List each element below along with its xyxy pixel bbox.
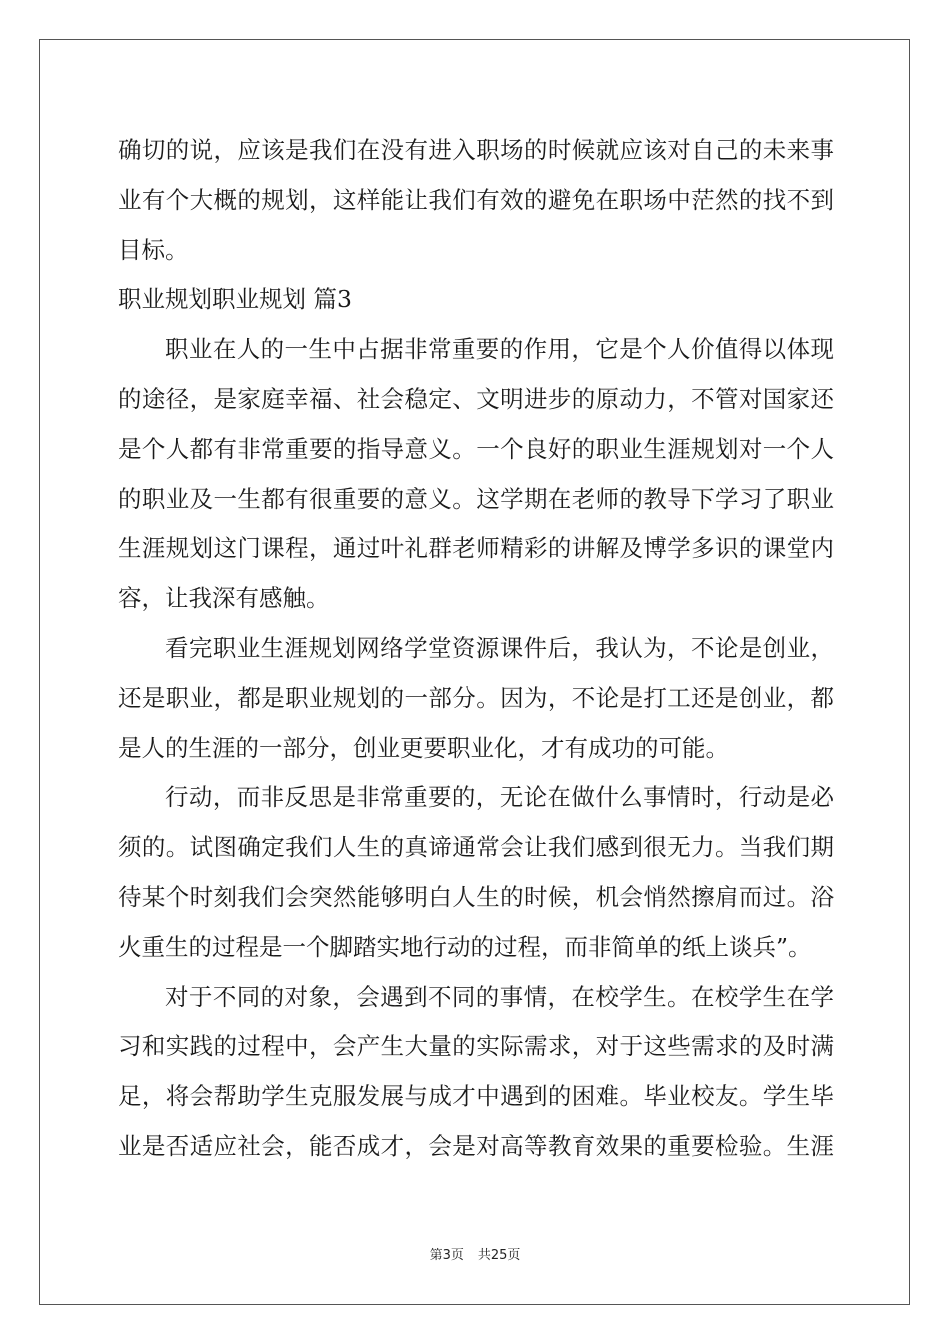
text-line: 待某个时刻我们会突然能够明白人生的时候，机会悄然擦肩而过。浴 [118, 882, 834, 911]
text-line: 习和实践的过程中，会产生大量的实际需求，对于这些需求的及时满 [118, 1032, 834, 1061]
text-line: 足，将会帮助学生克服发展与成才中遇到的困难。毕业校友。学生毕 [118, 1082, 834, 1111]
text-line: 还是职业，都是职业规划的一部分。因为，不论是打工还是创业，都 [118, 683, 834, 712]
text-line: 火重生的过程是一个脚踏实地行动的过程，而非简单的纸上谈兵”。 [118, 932, 812, 961]
text-line: 须的。试图确定我们人生的真谛通常会让我们感到很无力。当我们期 [118, 833, 834, 862]
text-line: 业是否适应社会，能否成才，会是对高等教育效果的重要检验。生涯 [118, 1131, 834, 1160]
page-footer [0, 1244, 950, 1263]
text-line: 确切的说，应该是我们在没有进入职场的时候就应该对自己的未来事 [118, 136, 834, 164]
text-line: 看完职业生涯规划网络学堂资源课件后，我认为，不论是创业， [165, 633, 834, 662]
text-line: 的职业及一生都有很重要的意义。这学期在老师的教导下学习了职业 [118, 484, 834, 513]
section-heading: 职业规划职业规划 篇3 [118, 285, 352, 314]
text-line: 是个人都有非常重要的指导意义。一个良好的职业生涯规划对一个人 [118, 434, 834, 463]
text-line: 容，让我深有感触。 [118, 584, 330, 613]
text-line: 职业在人的一生中占据非常重要的作用，它是个人价值得以体现 [165, 335, 834, 364]
page-total: 共25页 [477, 1248, 521, 1263]
document-body [118, 126, 834, 1172]
text-line: 业有个大概的规划，这样能让我们有效的避免在职场中茫然的找不到 [118, 185, 834, 214]
text-line: 行动，而非反思是非常重要的，无论在做什么事情时，行动是必 [165, 783, 834, 812]
text-line: 是人的生涯的一部分，创业更要职业化，才有成功的可能。 [118, 733, 729, 762]
text-line: 对于不同的对象，会遇到不同的事情，在校学生。在校学生在学 [165, 982, 834, 1011]
text-line: 生涯规划这门课程，通过叶礼群老师精彩的讲解及博学多识的课堂内 [118, 534, 834, 563]
page-number: 第3页 [429, 1248, 464, 1263]
text-line: 目标。 [118, 235, 189, 264]
text-line: 的途径，是家庭幸福、社会稳定、文明进步的原动力，不管对国家还 [118, 384, 834, 413]
